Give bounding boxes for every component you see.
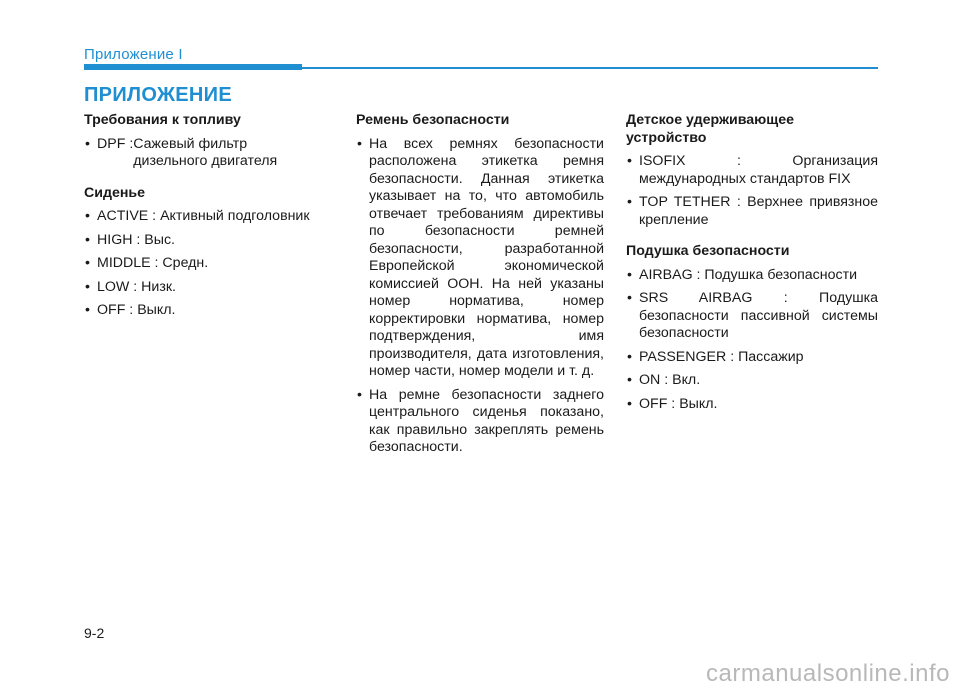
list-item: • ISOFIX : Организация международных стандартов FIX: [626, 153, 878, 188]
fuel-list: [84, 136, 328, 171]
page-number: 9-2: [84, 625, 105, 641]
airbag-list: [626, 267, 878, 414]
header-rule-thin: [302, 67, 878, 69]
seatbelt-heading: Ремень безопасности: [356, 112, 510, 128]
list-item: • ON : Вкл.: [626, 372, 878, 390]
list-item: • ACTIVE : Активный подголовник: [84, 208, 328, 226]
dpf-value-continued: дизельного двигателя: [133, 153, 278, 169]
column-3: [626, 112, 878, 419]
page-title: ПРИЛОЖЕНИЕ: [84, 84, 232, 106]
list-item: • MIDDLE : Средн.: [84, 255, 328, 273]
section-label: Приложение I: [84, 46, 183, 63]
list-item: • PASSENGER : Пассажир: [626, 349, 878, 367]
watermark: carmanualsonline.info: [706, 660, 950, 687]
child-restraint-heading: Детское удерживающее устройство: [626, 112, 795, 146]
dpf-value: Сажевый фильтр: [133, 135, 248, 152]
header-rule-thick: [84, 64, 302, 70]
list-item: • На всех ремнях безопасности расположена этикетка ремня безопасности. Данная этикетка указывает на то, что автомобиль отвечает требованиям директивы по безопасности ремней безопасности, разработанной Европейской экономической комиссией ООН. На ней указаны номер норматива, номер корректировки норматива, номер подтверждения, имя производителя, дата изготовления, номер части, номер модели и т. д.: [356, 136, 604, 381]
list-item: • AIRBAG : Подушка безопасности: [626, 267, 878, 285]
child-restraint-list: [626, 153, 878, 229]
seatbelt-list: [356, 136, 604, 457]
list-item: • На ремне безопасности заднего центрального сиденья показано, как правильно закреплять ремень безопасности.: [356, 387, 604, 457]
column-1: [84, 112, 328, 326]
seat-list: [84, 208, 328, 320]
list-item: • SRS AIRBAG : Подушка безопасности пассивной системы безопасности: [626, 290, 878, 343]
list-item: • LOW : Низк.: [84, 279, 328, 297]
seat-heading: Сиденье: [84, 184, 146, 201]
list-item: • TOP TETHER : Верхнее привязное крепление: [626, 194, 878, 229]
fuel-heading: Требования к топливу: [84, 112, 241, 128]
list-item: • OFF : Выкл.: [84, 302, 328, 320]
list-item: [84, 136, 328, 171]
dpf-key: • DPF :: [97, 135, 134, 152]
list-item: • HIGH : Выс.: [84, 232, 328, 250]
column-2: [356, 112, 604, 463]
airbag-heading: Подушка безопасности: [626, 243, 790, 259]
list-item: • OFF : Выкл.: [626, 396, 878, 414]
